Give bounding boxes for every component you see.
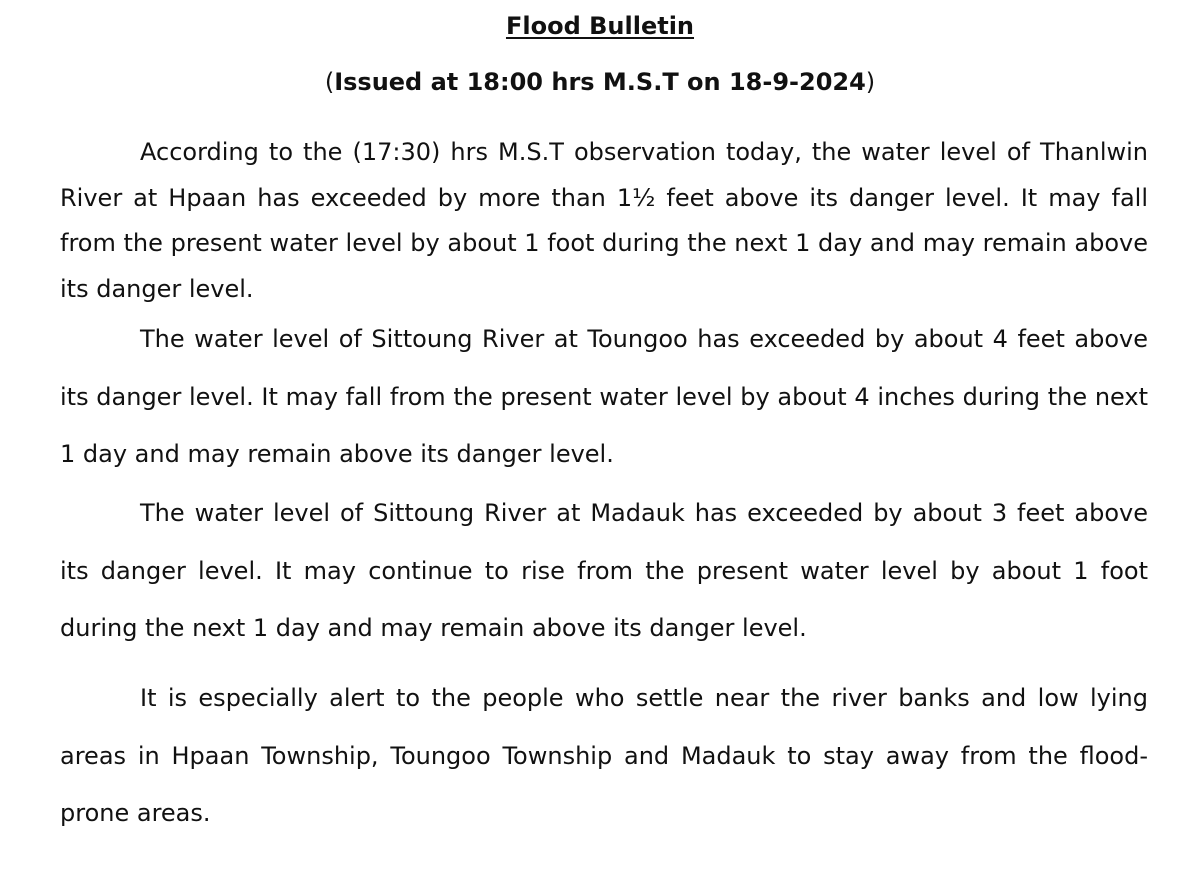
- paragraph-sittoung-toungoo: The water level of Sittoung River at Toungoo has exceeded by about 4 feet above its danger level. It may fall from the present water level by about 4 inches during the next 1 day and may remain above its danger level.: [60, 325, 1148, 468]
- paragraph-alert: It is especially alert to the people who settle near the river banks and low lying areas in Hpaan Township, Toungoo Township and Madauk to stay away from the flood-prone areas.: [60, 684, 1148, 827]
- paragraph-thanlwin-hpaan: According to the (17:30) hrs M.S.T observation today, the water level of Thanlwin River at Hpaan has exceeded by more than 1½ feet above its danger level. It may fall from the present water level by about 1 foot during the next 1 day and may remain above its danger level.: [60, 138, 1148, 303]
- issued-line: [0, 64, 1200, 100]
- issued-close-paren: ): [865, 68, 876, 96]
- bulletin-title: [0, 8, 1200, 44]
- issued-text: Issued at 18:00 hrs M.S.T on 18-9-2024: [334, 68, 866, 96]
- bulletin-title-text: Flood Bulletin: [505, 12, 695, 40]
- issued-open-paren: (: [324, 68, 335, 96]
- paragraph-sittoung-madauk: The water level of Sittoung River at Madauk has exceeded by about 3 feet above its danger level. It may continue to rise from the present water level by about 1 foot during the next 1 day and may remain above its danger level.: [60, 499, 1148, 642]
